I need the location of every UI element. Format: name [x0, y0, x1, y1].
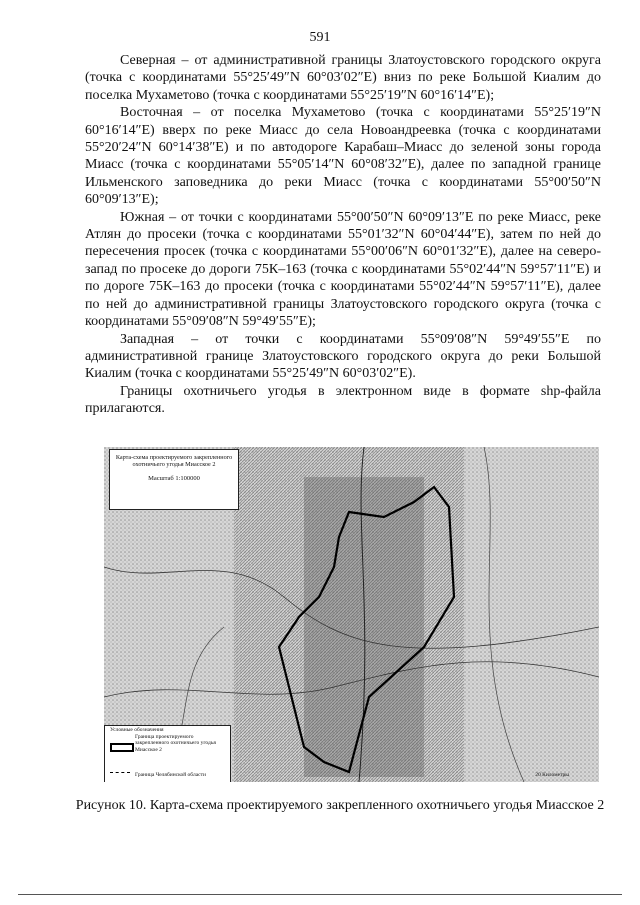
map-scale-bar: 20 Километры — [535, 772, 569, 778]
legend-boundary-swatch — [110, 743, 134, 752]
map-title-box — [109, 449, 239, 510]
figure-caption: Рисунок 10. Карта-схема проектируемого закрепленного охотничьего угодья Миасское 2 — [75, 798, 605, 813]
map-legend — [104, 725, 231, 782]
footer-divider — [18, 894, 622, 895]
legend-region-swatch — [110, 772, 130, 773]
paragraph-shp-note: Границы охотничьего угодья в электронном виде в формате shp-файла прилагаются. — [85, 383, 601, 417]
page-number: 591 — [309, 30, 331, 45]
map-scale: Масштаб 1:100000 — [148, 474, 200, 482]
paragraph-north: Северная – от административной границы Златоустовского городского округа (точка с координатами 55°25′49″N 60°03′02″E) вниз по реке Большой Киалим до поселка Мухаметово (точка с координатами 55°25′19″N 60°16′14″E); — [85, 53, 601, 103]
paragraph-east: Восточная – от поселка Мухаметово (точка с координатами 55°25′19″N 60°16′14″E) вверх по реке Миасс до села Новоандреевка (точка с координатами 55°20′24″N 60°14′38″E) и по автодороге Карабаш–Миасс до зеленой зоны города Миасс (точка с координатами 55°05′14″N 60°08′32″E), далее по западной границе Ильменского заповедника до реки Миасс (точка с координатами 55°00′50″N 60°09′13″E); — [85, 105, 601, 208]
paragraph-south: Южная – от точки с координатами 55°00′50″N 60°09′13″E по реке Миасс, реке Атлян до просеки (точка с координатами 55°01′32″N 60°04′44″E), затем по ней до пересечения просек (точка с координатами 55°00′06″N 60°01′32″E), далее на северо-запад по просеке до дороги 75К–163 (точка с координатами 55°02′44″N 59°57′11″E) и по дороге 75К–163 до просеки (точка с координатами 55°02′44″N 59°57′11″E), далее по ней до административной границы Златоустовского городского округа (точка с координатами 55°09′08″N 59°49′55″E); — [85, 209, 601, 330]
legend-region-label: Граница Челябинской области — [135, 772, 206, 778]
paragraph-west: Западная – от точки с координатами 55°09′08″N 59°49′55″E по административной границе Златоустовского городского округа до реки Большой Киалим (точка с координатами 55°25′49″N 60°03′02″E). — [85, 331, 601, 382]
map-figure — [104, 447, 599, 782]
map-title: Карта-схема проектируемого закрепленного охотничьего угодья Миасское 2 — [115, 454, 233, 469]
legend-heading: Условные обозначения — [110, 727, 164, 733]
body-text — [85, 52, 601, 418]
legend-boundary-label: Граница проектируемого закрепленного охотничьего угодья Миасское 2 — [135, 734, 216, 753]
